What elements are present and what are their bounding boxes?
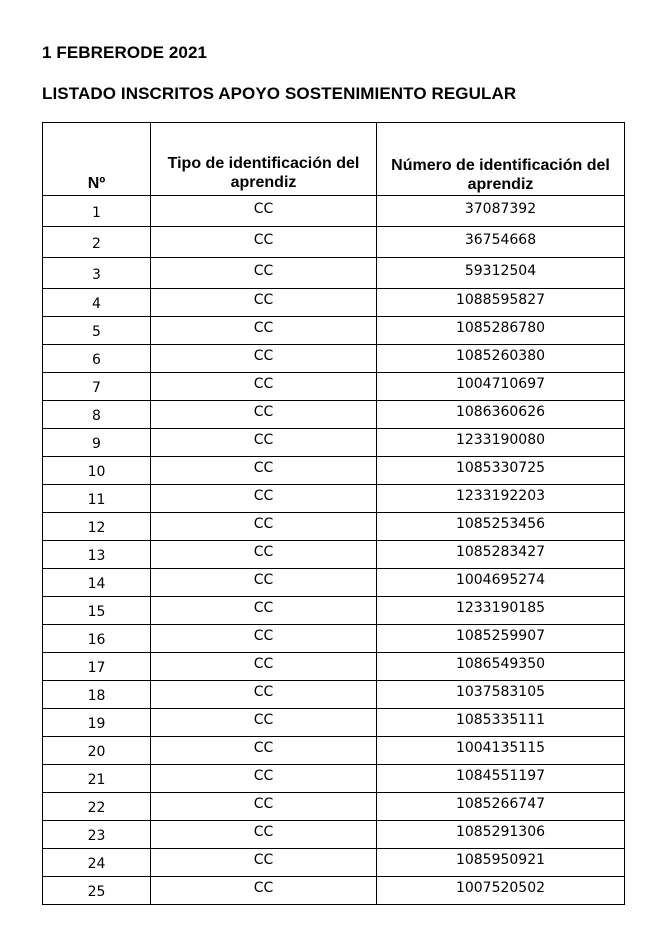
table-row xyxy=(43,317,625,345)
row-id-number-cell: 1233190185 xyxy=(377,597,625,625)
row-id-number-cell: 1085335111 xyxy=(377,709,625,737)
table-row xyxy=(43,821,625,849)
row-number-cell: 13 xyxy=(43,541,151,569)
row-id-number-cell: 1085283427 xyxy=(377,541,625,569)
row-number-cell: 14 xyxy=(43,569,151,597)
table-row xyxy=(43,457,625,485)
row-id-number-cell: 1088595827 xyxy=(377,289,625,317)
enrollment-table xyxy=(42,122,625,905)
table-row xyxy=(43,513,625,541)
table-row xyxy=(43,877,625,905)
table-row xyxy=(43,429,625,457)
row-id-type-cell: CC xyxy=(151,793,377,821)
row-id-type-cell: CC xyxy=(151,457,377,485)
row-number-cell: 6 xyxy=(43,345,151,373)
row-id-type-cell: CC xyxy=(151,401,377,429)
row-number-cell: 15 xyxy=(43,597,151,625)
row-number-cell: 8 xyxy=(43,401,151,429)
row-number-cell: 2 xyxy=(43,227,151,258)
row-id-number-cell: 1085291306 xyxy=(377,821,625,849)
document-date: 1 FEBRERODE 2021 xyxy=(42,43,208,62)
row-id-type-cell: CC xyxy=(151,569,377,597)
row-id-number-cell: 59312504 xyxy=(377,258,625,289)
table-row xyxy=(43,485,625,513)
table-row xyxy=(43,541,625,569)
row-number-cell: 11 xyxy=(43,485,151,513)
table-row xyxy=(43,653,625,681)
row-number-cell: 21 xyxy=(43,765,151,793)
row-number-cell: 22 xyxy=(43,793,151,821)
row-id-type-cell: CC xyxy=(151,821,377,849)
row-id-type-cell: CC xyxy=(151,429,377,457)
table-body xyxy=(43,196,625,905)
row-number-cell: 1 xyxy=(43,196,151,227)
row-id-number-cell: 1037583105 xyxy=(377,681,625,709)
row-id-number-cell: 1085259907 xyxy=(377,625,625,653)
row-id-type-cell: CC xyxy=(151,541,377,569)
row-id-type-cell: CC xyxy=(151,373,377,401)
table-row xyxy=(43,765,625,793)
table-row xyxy=(43,597,625,625)
table-row xyxy=(43,345,625,373)
row-number-cell: 25 xyxy=(43,877,151,905)
row-id-number-cell: 1004710697 xyxy=(377,373,625,401)
table-row xyxy=(43,401,625,429)
header-id-number: Número de identificación del aprendiz xyxy=(377,123,625,196)
document-title: LISTADO INSCRITOS APOYO SOSTENIMIENTO REGULAR xyxy=(42,84,517,103)
row-number-cell: 5 xyxy=(43,317,151,345)
table-row xyxy=(43,289,625,317)
row-number-cell: 19 xyxy=(43,709,151,737)
row-id-number-cell: 1004695274 xyxy=(377,569,625,597)
table-row xyxy=(43,709,625,737)
row-id-number-cell: 1085266747 xyxy=(377,793,625,821)
table-row xyxy=(43,625,625,653)
row-id-number-cell: 1004135115 xyxy=(377,737,625,765)
row-id-type-cell: CC xyxy=(151,227,377,258)
row-id-type-cell: CC xyxy=(151,196,377,227)
row-number-cell: 9 xyxy=(43,429,151,457)
row-id-number-cell: 1085260380 xyxy=(377,345,625,373)
row-id-type-cell: CC xyxy=(151,485,377,513)
row-id-number-cell: 1085253456 xyxy=(377,513,625,541)
row-id-type-cell: CC xyxy=(151,709,377,737)
table-row xyxy=(43,849,625,877)
header-id-type: Tipo de identificación del aprendiz xyxy=(151,123,377,196)
row-id-type-cell: CC xyxy=(151,345,377,373)
row-id-type-cell: CC xyxy=(151,653,377,681)
row-id-number-cell: 1085330725 xyxy=(377,457,625,485)
table-row xyxy=(43,681,625,709)
table-row xyxy=(43,373,625,401)
row-id-number-cell: 1085286780 xyxy=(377,317,625,345)
table-header-row xyxy=(43,123,625,196)
row-id-type-cell: CC xyxy=(151,737,377,765)
row-number-cell: 7 xyxy=(43,373,151,401)
table-row xyxy=(43,258,625,289)
row-id-number-cell: 1084551197 xyxy=(377,765,625,793)
table-row xyxy=(43,196,625,227)
row-id-type-cell: CC xyxy=(151,258,377,289)
table-row xyxy=(43,737,625,765)
row-number-cell: 4 xyxy=(43,289,151,317)
row-number-cell: 17 xyxy=(43,653,151,681)
row-id-type-cell: CC xyxy=(151,289,377,317)
row-number-cell: 24 xyxy=(43,849,151,877)
row-id-number-cell: 1007520502 xyxy=(377,877,625,905)
row-number-cell: 3 xyxy=(43,258,151,289)
row-id-type-cell: CC xyxy=(151,625,377,653)
row-id-type-cell: CC xyxy=(151,317,377,345)
table-row xyxy=(43,793,625,821)
row-id-type-cell: CC xyxy=(151,877,377,905)
row-id-number-cell: 1086549350 xyxy=(377,653,625,681)
row-id-type-cell: CC xyxy=(151,849,377,877)
row-id-type-cell: CC xyxy=(151,765,377,793)
table-row xyxy=(43,227,625,258)
row-id-number-cell: 37087392 xyxy=(377,196,625,227)
row-number-cell: 20 xyxy=(43,737,151,765)
row-id-number-cell: 36754668 xyxy=(377,227,625,258)
table-row xyxy=(43,569,625,597)
row-id-type-cell: CC xyxy=(151,513,377,541)
row-number-cell: 18 xyxy=(43,681,151,709)
row-number-cell: 10 xyxy=(43,457,151,485)
row-id-type-cell: CC xyxy=(151,681,377,709)
header-number: Nº xyxy=(43,123,151,196)
row-number-cell: 12 xyxy=(43,513,151,541)
row-id-number-cell: 1086360626 xyxy=(377,401,625,429)
row-id-type-cell: CC xyxy=(151,597,377,625)
row-id-number-cell: 1085950921 xyxy=(377,849,625,877)
row-number-cell: 16 xyxy=(43,625,151,653)
row-id-number-cell: 1233190080 xyxy=(377,429,625,457)
row-number-cell: 23 xyxy=(43,821,151,849)
row-id-number-cell: 1233192203 xyxy=(377,485,625,513)
